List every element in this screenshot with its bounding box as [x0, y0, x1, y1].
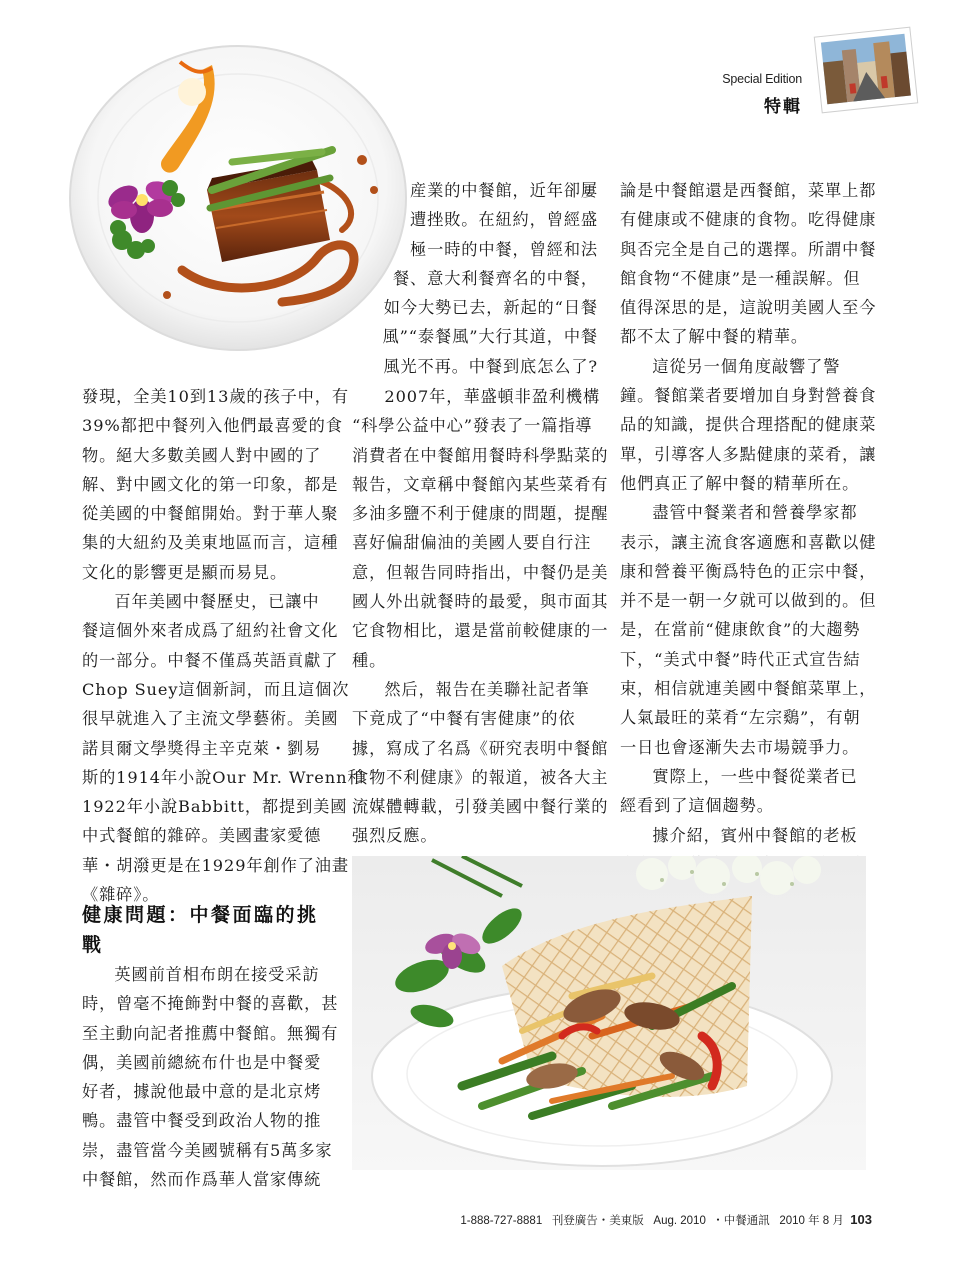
text-line: 中式餐館的雜碎。美國畫家愛德 [82, 826, 322, 846]
text-line: 至主動向記者推薦中餐館。無獨有 [82, 1023, 339, 1043]
paragraph [620, 352, 877, 498]
text-line: 餐這個外來者成爲了紐約社會文化 [82, 621, 339, 641]
text-line: 食物不利健康》的報道，被各大主 [352, 767, 609, 787]
text-line: 的一部分。中餐不僅爲英語貢獻了 [82, 650, 339, 670]
issue-date-en: Aug. 2010 [653, 1215, 706, 1227]
text-line: 據，寫成了名爲《研究表明中餐館 [352, 738, 609, 758]
paragraph [352, 675, 609, 851]
text-line: 館食物“不健康”是一種誤解。但 [620, 268, 861, 288]
text-line: 百年美國中餐歷史，已讓中 [114, 592, 320, 612]
text-line: 極一時的中餐，曾經和法 [410, 239, 598, 259]
page-footer [460, 1212, 872, 1228]
text-line: 種。 [352, 650, 387, 670]
text-line: 這從另一個角度敲響了警 [652, 356, 841, 376]
text-line: 有健康或不健康的食物。吃得健康 [620, 210, 877, 230]
text-line: 2007年，華盛頓非盈利機構 [384, 387, 601, 406]
text-line: 值得深思的是，這說明美國人至今 [620, 298, 877, 318]
page-number: 103 [850, 1212, 872, 1227]
section-heading: 健康問題：中餐面臨的挑戰 [82, 904, 319, 956]
city-street-photo-icon [810, 22, 922, 118]
article-column-left [82, 382, 365, 909]
paragraph [82, 587, 365, 909]
paragraph [620, 762, 868, 821]
paragraph [352, 382, 609, 675]
text-line: 中餐館，然而作爲華人當家傳統 [82, 1170, 322, 1190]
text-line: 束，相信就連美國中餐館菜單上， [620, 679, 877, 699]
ad-phone: 1-888-727-8881 [460, 1215, 543, 1227]
special-edition-label: Special Edition [722, 72, 802, 86]
text-line: 喜好偏甜偏油的美國人要自行注 [352, 533, 592, 553]
text-line: 諾貝爾文學獎得主辛克萊・劉易 [82, 738, 322, 758]
text-line: Chop Suey這個新詞，而且這個次 [82, 679, 350, 699]
text-line: 如今大勢已去，新起的“日餐 [383, 298, 598, 318]
article-column-middle-top [352, 176, 598, 381]
text-line: 下竟成了“中餐有害健康”的依 [352, 709, 576, 729]
text-line: 華・胡潑更是在1929年創作了油畫 [82, 855, 349, 875]
text-line: 意，但報告同時指出，中餐仍是美 [352, 562, 609, 582]
text-line: 風光不再。中餐到底怎么了? [383, 356, 598, 376]
text-line: 好者，據說他最中意的是北京烤 [82, 1082, 322, 1102]
text-line: 品的知識，提供合理搭配的健康菜 [620, 415, 877, 435]
text-line: 風”“泰餐風”大行其道，中餐 [382, 327, 598, 347]
text-line: 鐘。餐館業者要增加自身對營養食 [620, 386, 877, 406]
text-line: 從美國的中餐館開始。對于華人聚 [82, 504, 339, 524]
paragraph [82, 960, 339, 1194]
text-line: 是，在當前“健康飲食”的大趨勢 [620, 620, 861, 640]
text-line: 崇，盡管當今美國號稱有5萬多家 [82, 1140, 333, 1160]
paragraph [620, 176, 877, 352]
article-column-middle [352, 382, 609, 880]
text-line: 斯的1914年小說Our Mr. Wrenn和 [82, 767, 365, 787]
text-line: 并不是一朝一夕就可以做到的。但 [620, 591, 877, 611]
paragraph [620, 498, 877, 762]
text-line: 英國前首相布朗在接受采訪 [114, 965, 320, 984]
text-line: 他們真正了解中餐的精華所在。 [620, 473, 860, 493]
text-line: 一日也會逐漸失去市場競爭力。 [620, 737, 860, 757]
magazine-name: ・中餐通訊 [712, 1215, 770, 1227]
text-line: 1922年小說Babbitt，都提到美國 [82, 797, 348, 817]
text-line: 然后，報告在美聯社記者筆 [384, 679, 590, 699]
text-line: 人氣最旺的菜肴“左宗鷄”，有朝 [620, 708, 861, 728]
text-line: 餐、意大利餐齊名的中餐， [392, 268, 598, 288]
text-line: 流媒體轉載，引發美國中餐行業的 [352, 797, 609, 817]
text-line: 39%都把中餐列入他們最喜愛的食 [82, 416, 343, 436]
text-line: 時，曾毫不掩飾對中餐的喜歡，甚 [82, 994, 339, 1014]
text-line: 經看到了這個趨勢。 [620, 796, 774, 816]
text-line: 盡管中餐業者和營養學家都 [652, 503, 858, 523]
text-line: 文化的影響更是顯而易見。 [82, 562, 288, 582]
text-line: 鴨。盡管中餐受到政治人物的推 [82, 1111, 322, 1131]
issue-date-zh: 2010 年 8 月 [779, 1215, 844, 1227]
text-line: 表示，讓主流食客適應和喜歡以健 [620, 532, 877, 552]
text-line: 消費者在中餐館用餐時科學點菜的 [352, 445, 609, 465]
text-line: 它食物相比，還是當前較健康的一 [352, 621, 609, 641]
text-line: 産業的中餐館，近年卻屢 [410, 181, 598, 200]
text-line: 强烈反應。 [352, 826, 438, 846]
text-line: 發現，全美10到13歲的孩子中，有 [82, 387, 349, 406]
article-column-left-lower [82, 960, 339, 1194]
text-line: 康和營養平衡爲特色的正宗中餐， [620, 561, 877, 581]
article-column-right [620, 176, 877, 879]
text-line: 都不太了解中餐的精華。 [620, 327, 808, 347]
ad-label: 刊登廣告・美東版 [551, 1215, 644, 1227]
bottom-dish-photo [352, 856, 866, 1170]
text-line: 與否完全是自己的選擇。所謂中餐 [620, 239, 877, 259]
text-line: 集的大紐約及美東地區而言，這種 [82, 533, 339, 553]
text-line: 很早就進入了主流文學藝術。美國 [82, 709, 339, 729]
text-line: 多油多鹽不利于健康的問題，提醒 [352, 504, 609, 524]
text-line: 據介紹，賓州中餐館的老板 [652, 825, 858, 845]
text-line: 偶，美國前總統布什也是中餐愛 [82, 1052, 322, 1072]
paragraph [82, 382, 349, 587]
text-line: 遭挫敗。在紐約，曾經盛 [410, 210, 598, 230]
text-line: 單，引導客人多點健康的菜肴，讓 [620, 444, 877, 464]
text-line: “科學公益中心”發表了一篇指導 [352, 416, 593, 436]
text-line: 報告，文章稱中餐館內某些菜肴有 [352, 474, 609, 494]
text-line: 國人外出就餐時的最愛，與市面其 [352, 592, 609, 612]
text-line: 物。絕大多數美國人對中國的了 [82, 445, 322, 465]
section-title-zh: 特輯 [764, 97, 802, 117]
text-line: 論是中餐館還是西餐館，菜單上都 [620, 181, 877, 200]
text-line: 解、對中國文化的第一印象，都是 [82, 474, 339, 494]
text-line: 下，“美式中餐”時代正式宣告結 [620, 649, 861, 669]
text-line: 實際上，一些中餐從業者已 [652, 766, 858, 786]
text-line: 《雜碎》。 [82, 885, 160, 905]
